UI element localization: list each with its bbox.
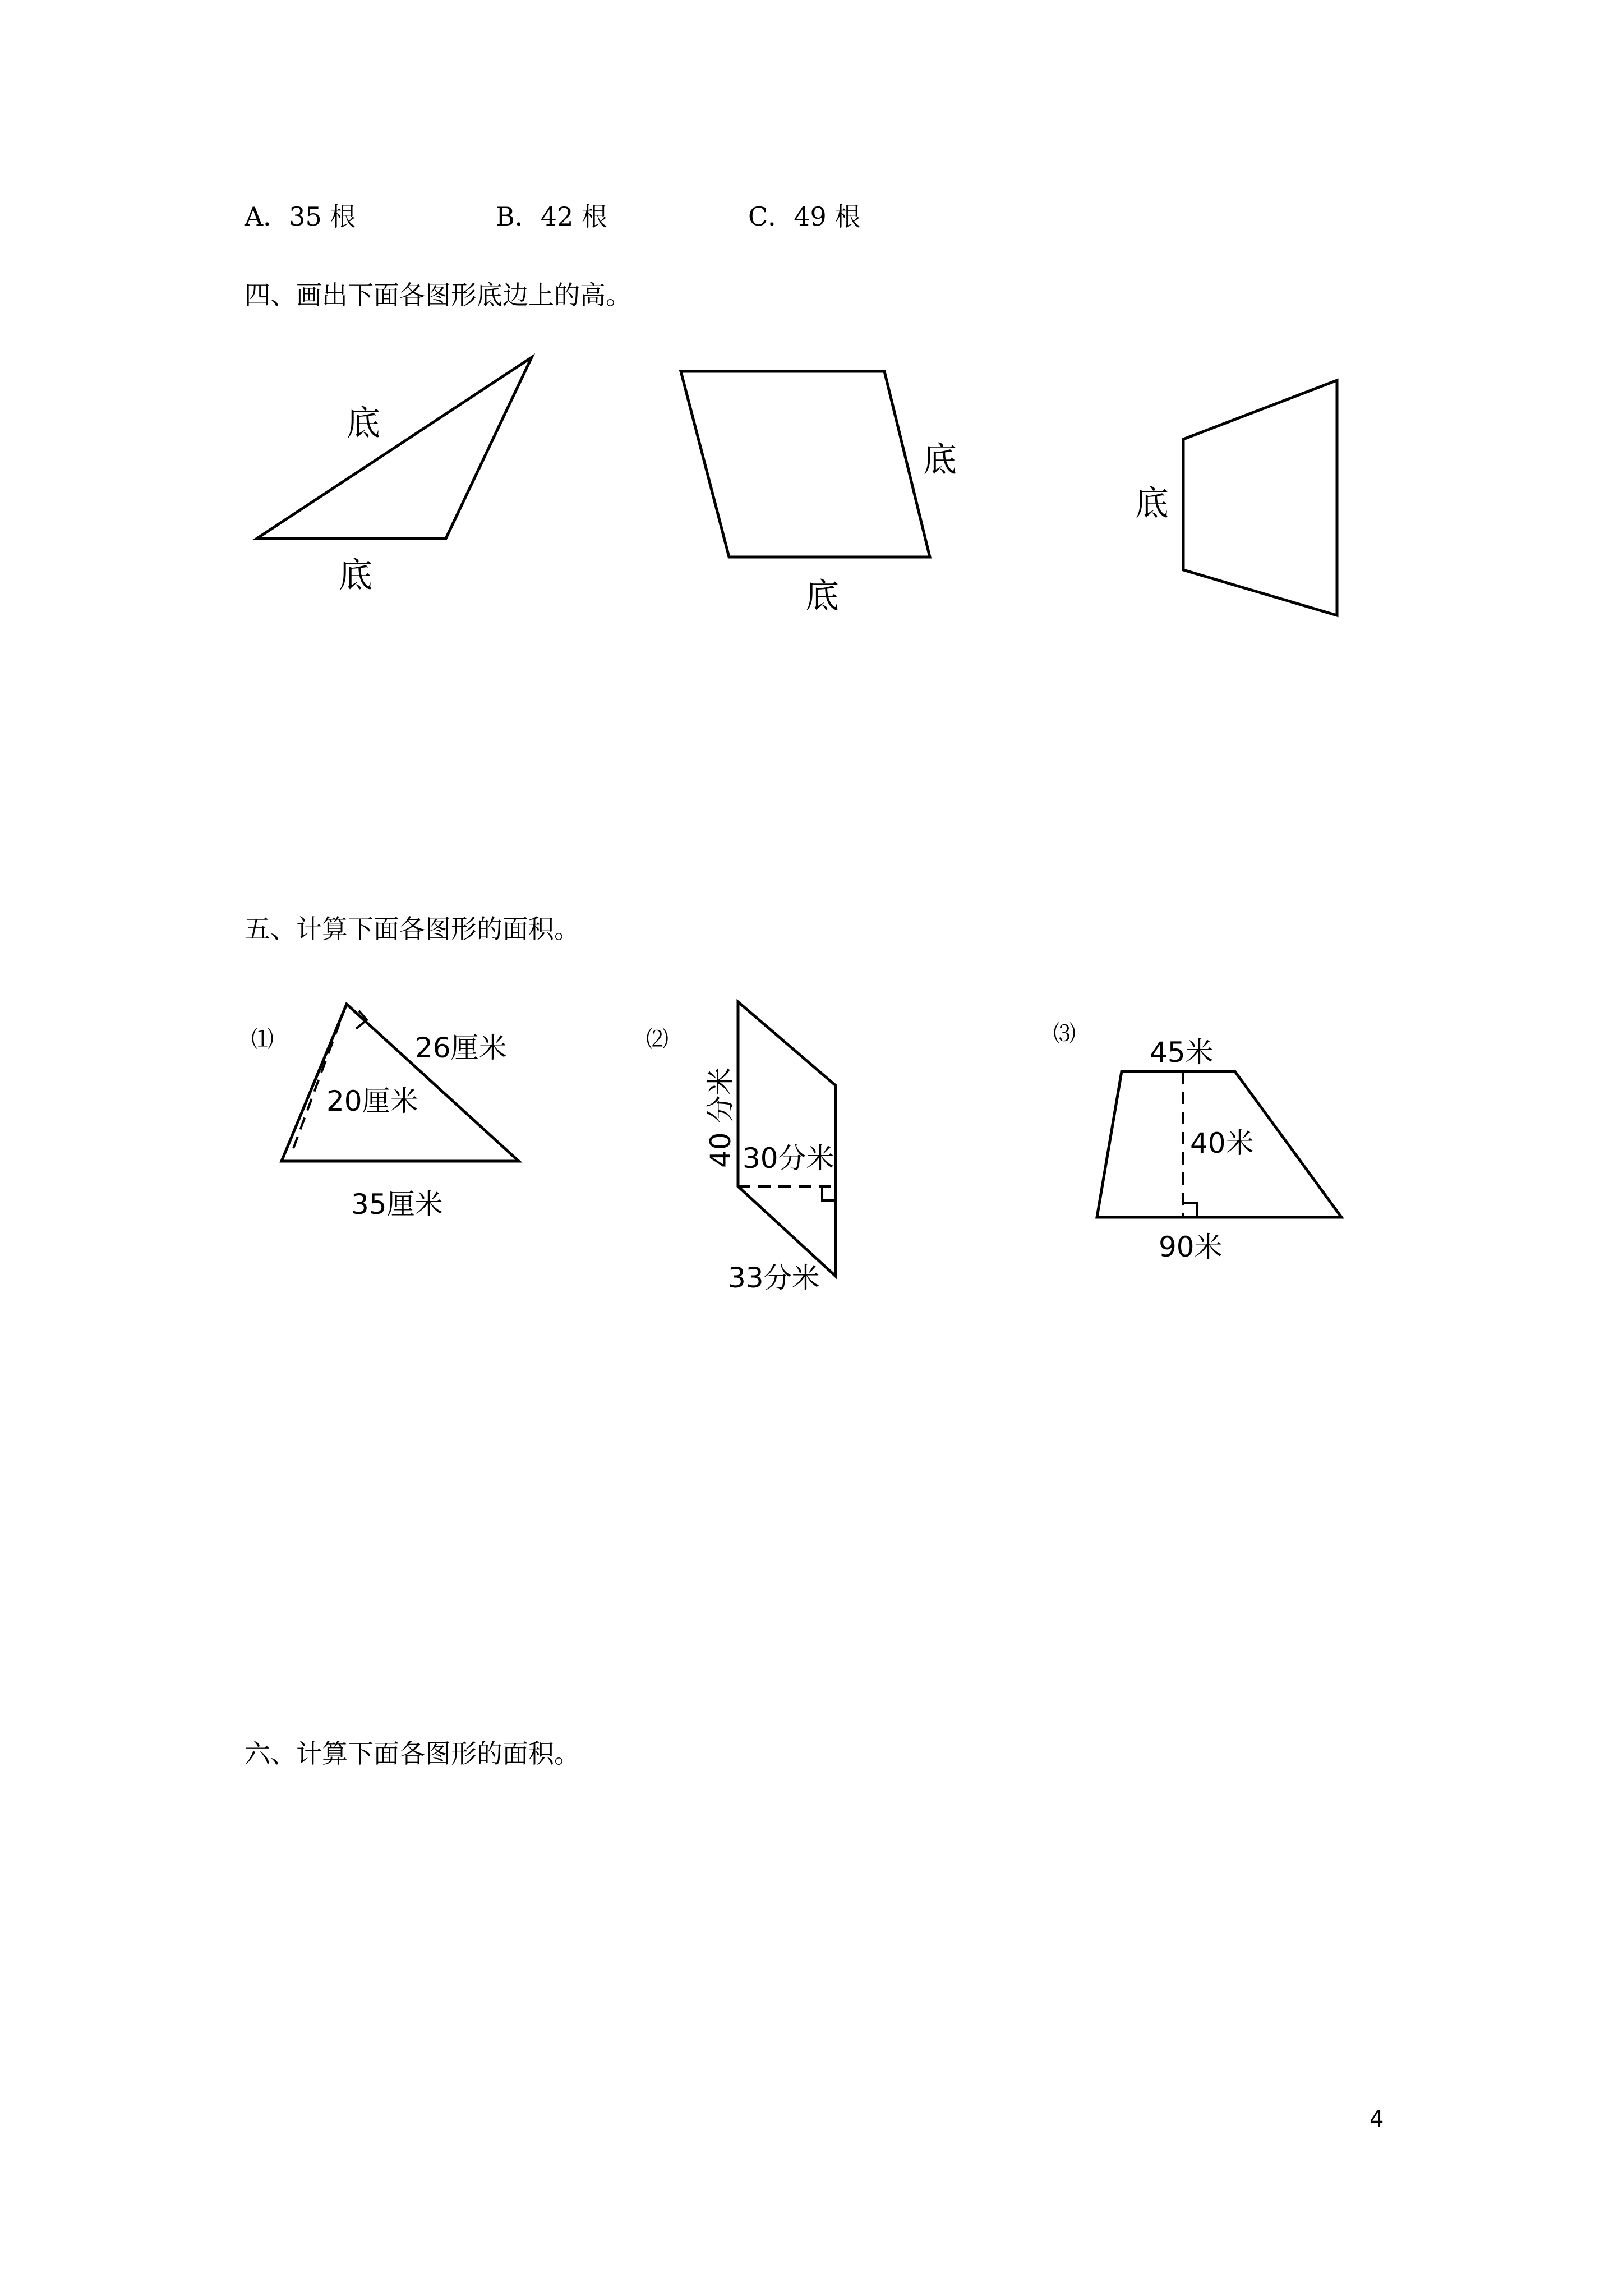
triangle-bottom-base-label: 底: [339, 556, 372, 595]
triangle-shape: [257, 357, 532, 539]
fig1-base-label: 35厘米: [351, 1188, 443, 1221]
parallelogram-right-base-label: 底: [923, 440, 957, 480]
choice-a: A．35 根: [245, 201, 356, 232]
parallelogram-bottom-base-label: 底: [805, 577, 839, 616]
fig3-height-label: 40米: [1190, 1127, 1254, 1159]
page-number: 4: [1370, 2106, 1384, 2132]
fig2-number: ⑵: [646, 1027, 668, 1052]
fig1-number: ⑴: [251, 1027, 274, 1052]
section-5-title: 五、计算下面各图形的面积。: [245, 914, 580, 944]
fig2-parallelogram: [646, 1002, 836, 1294]
choice-b: B．42 根: [496, 201, 607, 232]
triangle-slanted-base-label: 底: [347, 404, 380, 443]
fig3-bottom-label: 90米: [1159, 1231, 1223, 1263]
fig3-number: ⑶: [1053, 1021, 1076, 1047]
choice-c: C．49 根: [748, 201, 861, 232]
trapezoid-left-base-label: 底: [1135, 484, 1169, 523]
trapezoid-shape: [1183, 380, 1337, 615]
fig3-top-label: 45米: [1150, 1036, 1214, 1069]
fig2-side-label: 40 分米: [704, 1067, 737, 1168]
section-4-labels: [339, 404, 1169, 616]
fig2-base-label: 33分米: [728, 1262, 820, 1294]
parallelogram-shape: [681, 371, 930, 557]
fig1-triangle: [251, 1004, 519, 1221]
fig1-height-label: 20厘米: [326, 1085, 418, 1117]
fig3-trapezoid: [1053, 1021, 1341, 1263]
fig2-height-label: 30分米: [743, 1142, 834, 1175]
section-6-title: 六、计算下面各图形的面积。: [245, 1738, 580, 1769]
section-4-figures: [257, 357, 1337, 615]
fig1-side-label: 26厘米: [415, 1032, 507, 1064]
section-4-title: 四、画出下面各图形底边上的高。: [245, 280, 631, 310]
